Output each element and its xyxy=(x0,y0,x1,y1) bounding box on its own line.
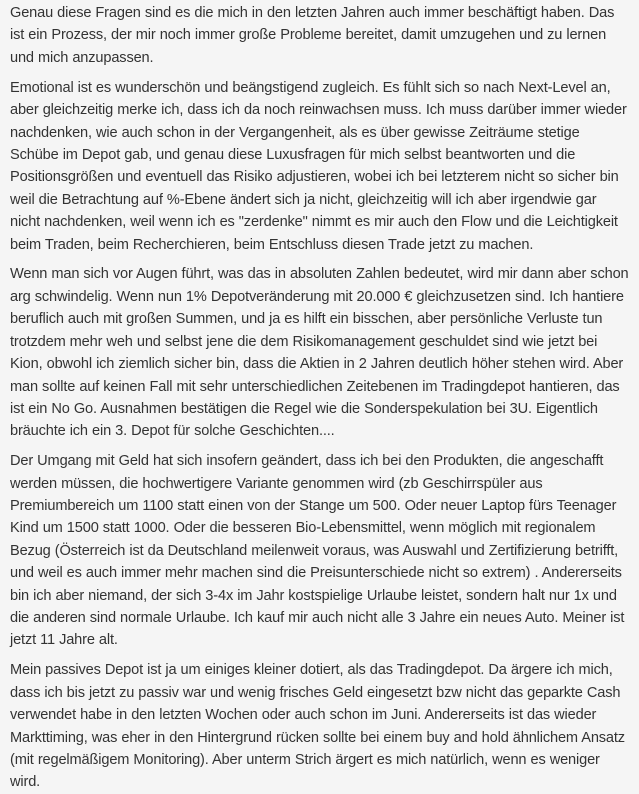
post-paragraph: Wenn man sich vor Augen führt, was das in absoluten Zahlen bedeutet, wird mir dann aber schon arg schwindelig. Wenn nun 1% Depotveränderung mit 20.000 € gleichzusetzen sind. Ich hantiere beruflich auch mit großen Summen, und ja es hilft ein bisschen, aber persönliche Verluste tun trotzdem mehr weh und selbst jene die dem Risikomanagement geschuldet sind wie jetzt bei Kion, obwohl ich ziemlich sicher bin, dass die Aktien in 2 Jahren deutlich höher stehen wird. Aber man sollte auf keinen Fall mit sehr unterschiedlichen Zeitebenen im Tradingdepot hantieren, das ist ein No Go. Ausnahmen bestätigen die Regel wie die Sonderspekulation bei 3U. Eigentlich bräuchte ich ein 3. Depot für solche Geschichten.... xyxy=(10,266,629,440)
post-paragraph: Emotional ist es wunderschön und beängstigend zugleich. Es fühlt sich so nach Next-Level an, aber gleichzeitig merke ich, dass ich da noch reinwachsen muss. Ich muss darüber immer wieder nachdenken, wie auch schon in der Vergangenheit, als es über gewisse Zeiträume stetige Schübe im Depot gab, und genau diese Luxusfragen für mich selbst beantworten und die Positionsgrößen und eventuell das Risiko adjustieren, wobei ich bei letzterem nicht so sicher bin weil die Betrachtung auf %-Ebene ändert sich ja nicht, gleichzeitig will ich aber irgendwie gar nicht nachdenken, weil wenn ich es "zerdenke" nimmt es mir auch den Flow und die Leichtigkeit beim Traden, beim Recherchieren, beim Entschluss diesen Trade jetzt zu machen. xyxy=(10,79,627,253)
post-paragraph: Genau diese Fragen sind es die mich in den letzten Jahren auch immer beschäftigt haben. Das ist ein Prozess, der mir noch immer große Probleme bereitet, damit umzugehen und zu lernen und mich anzupassen. xyxy=(10,5,615,66)
post-paragraph: Mein passives Depot ist ja um einiges kleiner dotiert, als das Tradingdepot. Da ärgere ich mich, dass ich bis jetzt zu passiv war und wenig frisches Geld eingesetzt bzw nicht das geparkte Cash verwendet habe in den letzten Wochen oder auch schon im Juni. Andererseits ist das wieder Markttiming, was eher in den Hintergrund rücken sollte bei einem buy and hold ähnlichem Ansatz (mit regelmäßigem Monitoring). Aber unterm Strich ärgert es mich natürlich, wenn es weniger wird. xyxy=(10,662,625,791)
post-paragraph: Der Umgang mit Geld hat sich insofern geändert, dass ich bei den Produkten, die angeschafft werden müssen, die hochwertigere Variante genommen wird (zb Geschirrspüler aus Premiumbereich um 1100 statt einen von der Stange um 500. Oder neuer Laptop fürs Teenager Kind um 1500 statt 1000. Oder die besseren Bio-Lebensmittel, wenn möglich mit regionalem Bezug (Österreich ist da Deutschland meilenweit voraus, was Auswahl und Zertifizierung betrifft, und weil es auch immer mehr machen sind die Preisunterschiede nicht so extrem) . Andererseits bin ich aber niemand, der sich 3-4x im Jahr kostspielige Urlaube leistet, sondern halt nur 1x und die anderen sind normale Urlaube. Ich kauf mir auch nicht alle 3 Jahre ein neues Auto. Meiner ist jetzt 11 Jahre alt. xyxy=(10,453,625,649)
